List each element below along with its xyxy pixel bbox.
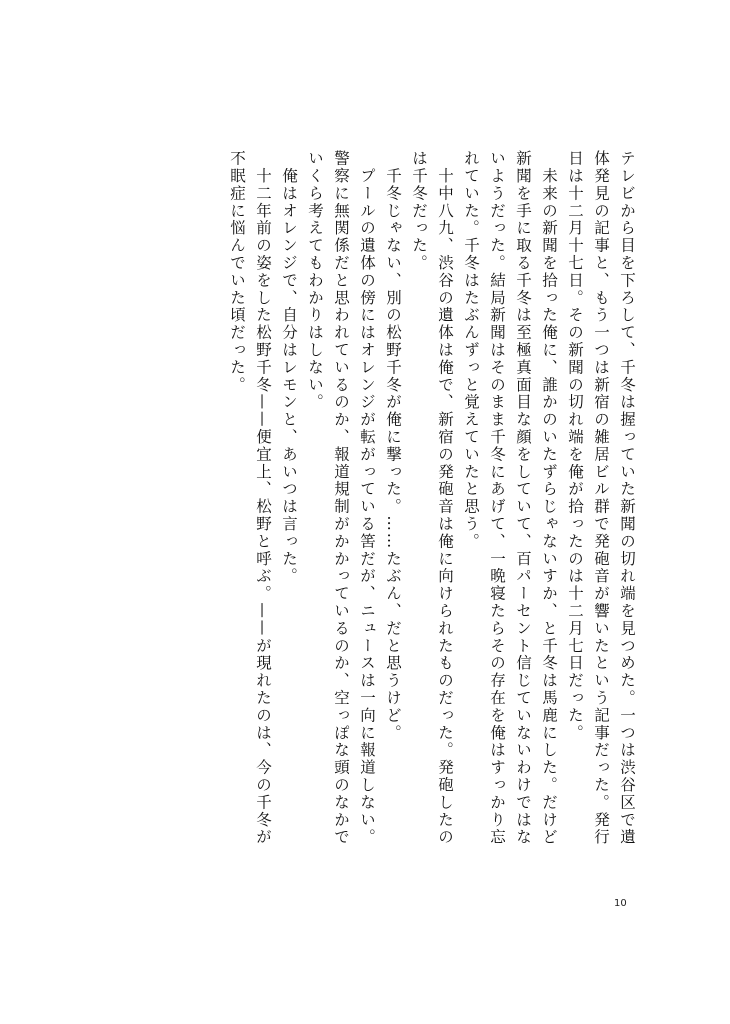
paragraph-6: 俺はオレンジで、自分はレモンと、あいつは言った。 — [280, 150, 298, 585]
paragraph-5: プールの遺体の傍にはオレンジが転がっている筈だが、ニュースは一向に報道しない。警察に無関係だと思われているのか、報道規制がかかっているのか、空っぽな頭のなかでいくら考えてもわかりはしない。 — [306, 150, 376, 846]
paragraph-1: テレビから目を下ろして、千冬は握っていた新聞の切れ端を見つめた。一つは渋谷区で遺体発見の記事と、もう一つは新宿の雑居ビル群で発砲音が響いたという記事だった。発行日は十二月十七日。その新聞の切れ端を俺が拾ったのは十二月七日だった。 — [566, 150, 636, 846]
vertical-text-body — [172, 150, 640, 850]
paragraph-7: 十二年前の姿をした松野千冬——便宜上、松野と呼ぶ。——が現れたのは、今の千冬が不眠症に悩んでいた頃だった。 — [228, 150, 272, 846]
paragraph-4: 千冬じゃない、別の松野千冬が俺に撃った。……たぶん、だと思うけど。 — [384, 150, 402, 742]
page-number: 10 — [614, 898, 627, 909]
paragraph-2: 未来の新聞を拾った俺に、誰かのいたずらじゃないすか、と千冬は馬鹿にした。だけど新聞を手に取る千冬は至極真面目な顔をしていて、百パーセント信じていないわけではないようだった。結局新聞はそのまま千冬にあげて、一晩寝たらその存在を俺はすっかり忘れていた。千冬はたぶんずっと覚えていたと思う。 — [462, 150, 558, 846]
paragraph-3: 十中八九、渋谷の遺体は俺で、新宿の発砲音は俺に向けられたものだった。発砲したのは千冬だった。 — [410, 150, 454, 846]
